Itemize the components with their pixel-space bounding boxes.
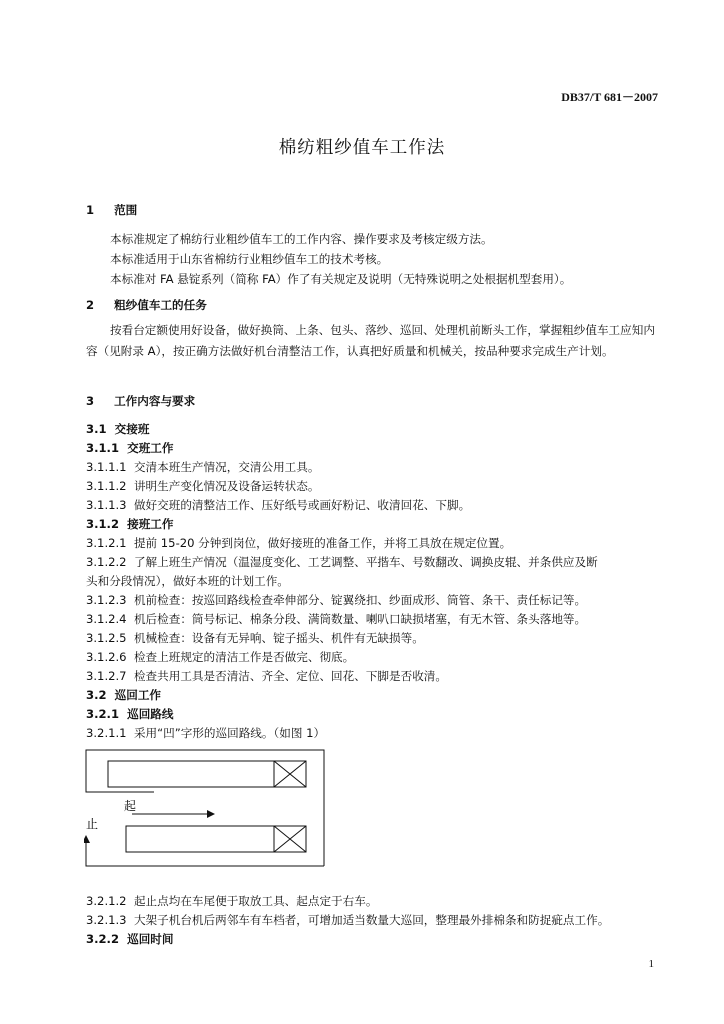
task-paragraph: 按看台定额使用好设备，做好换筒、上条、包头、落纱、巡回、处理机前断头工作，掌握粗纱值车工应知内容（见附录 A），按正确方法做好机台清整洁工作，认真把好质量和机械关，按品种要求完成生产计划。 xyxy=(86,323,655,358)
clause-number: 3.1.1 xyxy=(86,441,120,455)
clause-number: 3.1.2.5 xyxy=(86,631,127,645)
clause-text: 机械检查：设备有无异响、锭子摇头、机件有无缺损等。 xyxy=(133,631,424,645)
clause-number: 3.1 xyxy=(86,422,107,436)
clause-number: 3.1.2.7 xyxy=(86,669,127,683)
clause-item xyxy=(86,668,447,684)
clause-item xyxy=(86,630,424,646)
section-heading-2: 2 粗纱值车工的任务 xyxy=(86,298,207,312)
clause-text: 采用“凹”字形的巡回路线。（如图 1） xyxy=(133,726,326,740)
clause-number: 3.2.1 xyxy=(86,707,120,721)
clause-number: 3.2.1.3 xyxy=(86,913,127,927)
document-title: 棉纺粗纱值车工作法 xyxy=(278,138,446,158)
clause-item xyxy=(86,497,470,513)
clause-text: 巡回时间 xyxy=(127,932,174,946)
clause-item xyxy=(86,459,319,475)
clause-item xyxy=(86,687,161,703)
clause-text: 接班工作 xyxy=(127,517,174,531)
clause-item xyxy=(86,535,511,551)
clause-item xyxy=(86,554,598,570)
clause-text: 做好交班的清整洁工作、压好纸号或画好粉记、收清回花、下脚。 xyxy=(133,498,471,512)
scope-line-1: 本标准规定了棉纺行业粗纱值车工的工作内容、操作要求及考核定级方法。 xyxy=(110,232,493,246)
clause-item xyxy=(86,478,319,494)
page-number: 1 xyxy=(648,958,654,970)
clause-item xyxy=(86,893,377,909)
clause-text: 大架子机台机后两邻车有车档者，可增加适当数量大巡回，整理最外排棉条和防捉疵点工作。 xyxy=(133,913,610,927)
stop-label: 止 xyxy=(86,817,99,831)
section-heading-1: 1 范围 xyxy=(86,203,138,217)
clause-continuation xyxy=(86,573,289,589)
clause-number: 3.1.2.6 xyxy=(86,650,127,664)
clause-item xyxy=(86,440,173,456)
section-heading-3: 3 工作内容与要求 xyxy=(86,394,196,408)
clause-number: 3.1.1.2 xyxy=(86,479,127,493)
clause-number: 3.1.2.3 xyxy=(86,593,127,607)
clause-text: 交班工作 xyxy=(127,441,174,455)
clause-text: 交清本班生产情况，交清公用工具。 xyxy=(133,460,320,474)
clause-number: 3.1.2.2 xyxy=(86,555,127,569)
scope-line-3: 本标准对 FA 悬锭系列（简称 FA）作了有关规定及说明（无特殊说明之处根据机型套用）。 xyxy=(110,272,572,286)
clause-item xyxy=(86,912,609,928)
clause-item xyxy=(86,931,173,947)
clause-text: 起止点均在车尾便于取放工具、起点定于右车。 xyxy=(133,894,378,908)
clause-number: 3.1.2.1 xyxy=(86,536,127,550)
clause-number: 3.1.1.3 xyxy=(86,498,127,512)
clause-number: 3.1.2.4 xyxy=(86,612,127,626)
clause-item xyxy=(86,725,325,741)
clause-text: 提前 15-20 分钟到岗位，做好接班的准备工作，并将工具放在规定位置。 xyxy=(133,536,512,550)
clause-number: 3.1.2 xyxy=(86,517,120,531)
clause-item xyxy=(86,649,354,665)
clause-item xyxy=(86,516,173,532)
clause-number: 3.2.1.2 xyxy=(86,894,127,908)
clause-text: 检查共用工具是否清洁、齐全、定位、回花、下脚是否收清。 xyxy=(133,669,447,683)
start-label: 起 xyxy=(124,799,137,813)
clause-item xyxy=(86,592,586,608)
clause-text: 检查上班规定的清洁工作是否做完、彻底。 xyxy=(133,650,355,664)
clause-text: 了解上班生产情况（温湿度变化、工艺调整、平揩车、号数翻改、调换皮辊、并条供应及断 xyxy=(133,555,598,569)
clause-text: 机后检查：筒号标记、棉条分段、满筒数量、喇叭口缺损堵塞，有无木管、条头落地等。 xyxy=(133,612,587,626)
clause-number: 3.1.1.1 xyxy=(86,460,127,474)
clause-text: 巡回路线 xyxy=(127,707,174,721)
clause-item xyxy=(86,611,586,627)
standard-number: DB37/T 681－2007 xyxy=(561,90,658,104)
clause-text: 机前检查：按巡回路线检查牵伸部分、锭翼绕扣、纱面成形、筒管、条干、责任标记等。 xyxy=(133,593,587,607)
clause-item xyxy=(86,421,149,437)
clause-number: 3.2 xyxy=(86,688,107,702)
scope-line-2: 本标准适用于山东省棉纺行业粗纱值车工的技术考核。 xyxy=(110,252,389,266)
clause-text: 头和分段情况），做好本班的计划工作。 xyxy=(86,574,289,588)
clause-item xyxy=(86,706,173,722)
clause-number: 3.2.1.1 xyxy=(86,726,127,740)
clause-text: 讲明生产变化情况及设备运转状态。 xyxy=(133,479,320,493)
patrol-route-figure xyxy=(84,746,344,876)
clause-text: 巡回工作 xyxy=(114,688,162,702)
clause-number: 3.2.2 xyxy=(86,932,120,946)
clause-text: 交接班 xyxy=(114,422,150,436)
